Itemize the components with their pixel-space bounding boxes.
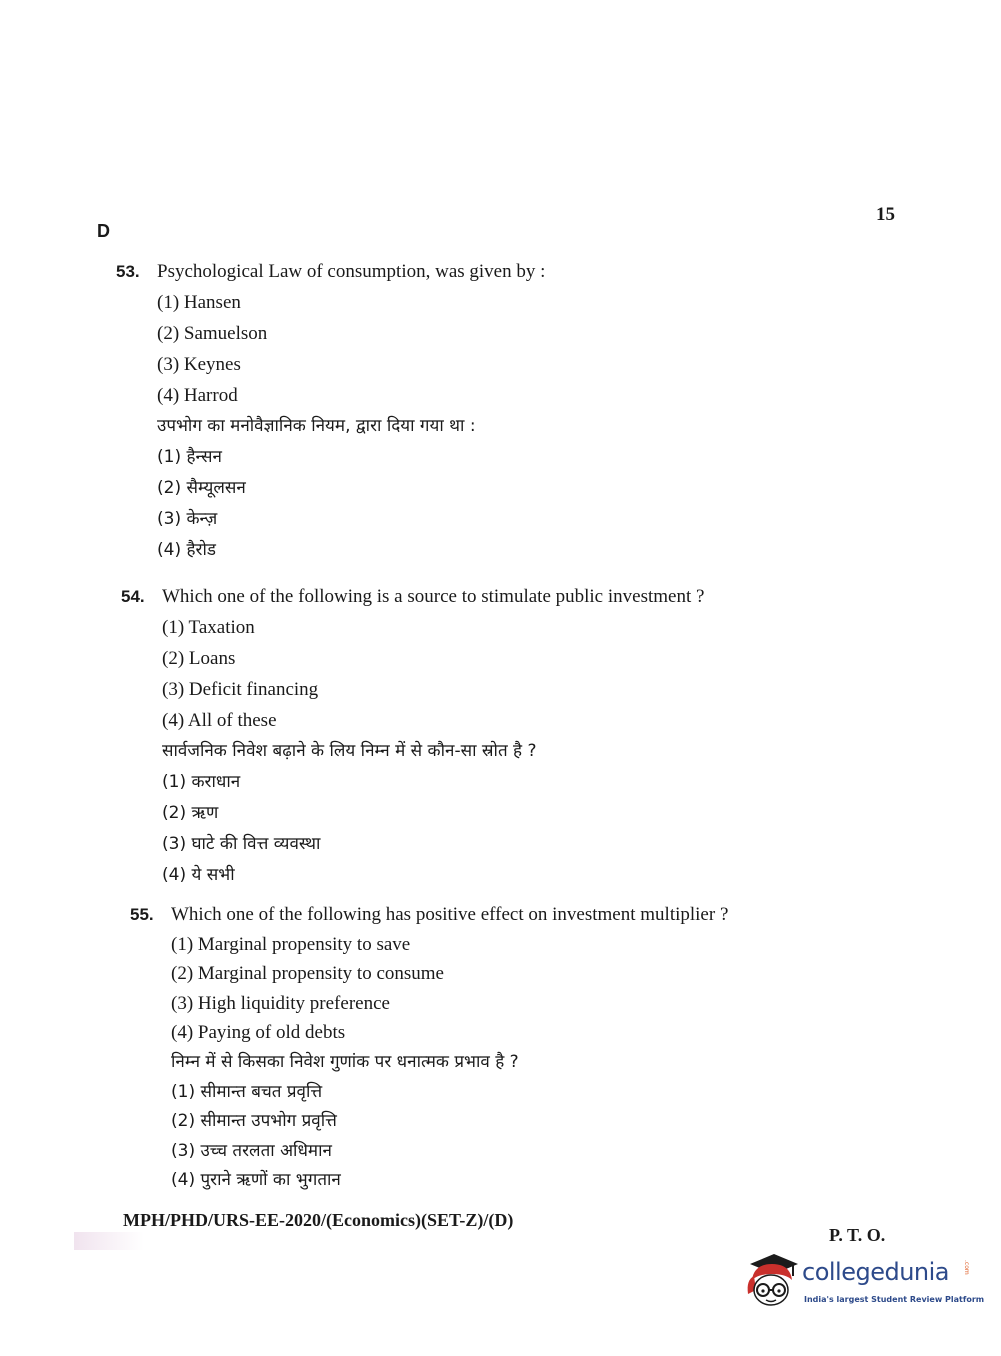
question-text-en: Psychological Law of consumption, was given by : bbox=[157, 261, 546, 282]
option-en: (1) Marginal propensity to save bbox=[171, 933, 411, 955]
option-en: (1) Taxation bbox=[162, 617, 255, 638]
scan-smudge bbox=[74, 1232, 144, 1250]
option-en: (2) Loans bbox=[162, 648, 236, 669]
option-hi: (3) घाटे की वित्त व्यवस्था bbox=[162, 834, 321, 854]
question-text-hi: उपभोग का मनोवैज्ञानिक नियम, द्वारा दिया गया था : bbox=[157, 416, 476, 436]
option-en: (4) Harrod bbox=[157, 385, 238, 406]
option-en: (3) Keynes bbox=[157, 354, 241, 375]
option-en: (3) Deficit financing bbox=[162, 679, 319, 700]
collegedunia-logo bbox=[742, 1250, 985, 1312]
option-en: (3) High liquidity preference bbox=[171, 992, 390, 1014]
option-en: (4) All of these bbox=[162, 710, 277, 731]
option-hi: (4) ये सभी bbox=[162, 865, 235, 885]
option-hi: (3) केन्ज़ bbox=[157, 509, 218, 529]
question-text-hi: निम्न में से किसका निवेश गुणांक पर धनात्मक प्रभाव है ? bbox=[171, 1051, 519, 1072]
question-53 bbox=[116, 256, 545, 566]
option-en: (1) Hansen bbox=[157, 292, 241, 313]
option-hi: (1) कराधान bbox=[162, 772, 241, 792]
question-text-en: Which one of the following is a source to stimulate public investment ? bbox=[162, 586, 705, 607]
question-54 bbox=[121, 581, 704, 891]
page-number: 15 bbox=[876, 204, 895, 225]
question-text-en: Which one of the following has positive effect on investment multiplier ? bbox=[171, 904, 729, 925]
question-number: 53. bbox=[116, 262, 140, 281]
option-hi: (2) सैम्यूलसन bbox=[157, 478, 246, 498]
option-hi: (3) उच्च तरलता अधिमान bbox=[171, 1140, 332, 1161]
set-letter: D bbox=[97, 221, 110, 241]
option-hi: (1) हैन्सन bbox=[157, 447, 222, 467]
exam-code: MPH/PHD/URS-EE-2020/(Economics)(SET-Z)/(D) bbox=[123, 1210, 514, 1230]
question-number: 54. bbox=[121, 587, 145, 606]
pto-label: P. T. O. bbox=[829, 1225, 886, 1245]
option-en: (2) Samuelson bbox=[157, 323, 268, 344]
option-hi: (2) ऋण bbox=[162, 803, 219, 823]
question-text-hi: सार्वजनिक निवेश बढ़ाने के लिय निम्न में से कौन-सा स्रोत है ? bbox=[162, 741, 537, 761]
graduate-mascot-icon bbox=[742, 1250, 802, 1312]
option-hi: (4) हैरोड bbox=[157, 540, 216, 560]
question-55 bbox=[130, 900, 728, 1196]
logo-wordmark: collegedunia bbox=[802, 1258, 950, 1286]
option-hi: (2) सीमान्त उपभोग प्रवृत्ति bbox=[171, 1111, 337, 1132]
question-number: 55. bbox=[130, 905, 154, 924]
option-hi: (4) पुराने ऋणों का भुगतान bbox=[171, 1170, 341, 1191]
logo-tagline: India's largest Student Review Platform bbox=[804, 1295, 985, 1304]
logo-domain: .com bbox=[963, 1260, 970, 1275]
option-en: (2) Marginal propensity to consume bbox=[171, 963, 444, 985]
option-hi: (1) सीमान्त बचत प्रवृत्ति bbox=[171, 1081, 323, 1102]
option-en: (4) Paying of old debts bbox=[171, 1022, 346, 1044]
